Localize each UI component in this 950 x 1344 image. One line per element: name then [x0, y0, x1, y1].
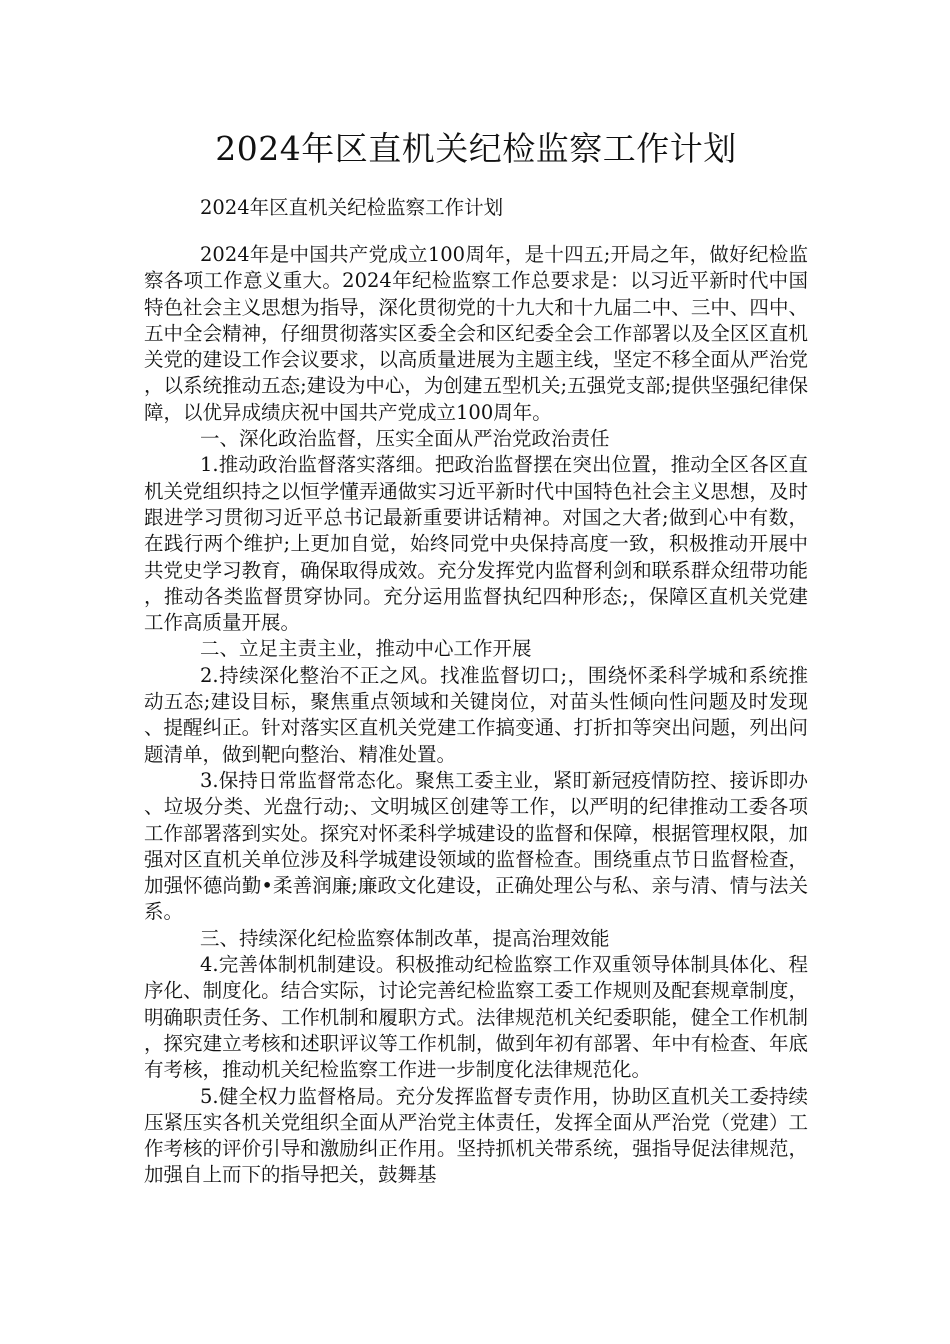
document-subtitle: 2024年区直机关纪检监察工作计划	[200, 196, 504, 219]
section-heading-1: 一、深化政治监督，压实全面从严治党政治责任	[200, 427, 610, 451]
paragraph-item-3: 3.保持日常监督常态化。聚焦工委主业，紧盯新冠疫情防控、接诉即办、垃圾分类、光盘行动;、文明城区创建等工作，以严明的纪律推动工委各项工作部署落到实处。探究对怀柔科学城建设的监督和保障，根据管理权限，加强对区直机关单位涉及科学城建设领域的监督检查。围绕重点节日监督检查，加强怀德尚勤•柔善润廉;廉政文化建设，正确处理公与私、亲与清、情与法关系。	[144, 768, 808, 924]
paragraph-item-4: 4.完善体制机制建设。积极推动纪检监察工作双重领导体制具体化、程序化、制度化。结合实际，讨论完善纪检监察工委工作规则及配套规章制度，明确职责任务、工作机制和履职方式。法律规范机关纪委职能，健全工作机制，探究建立考核和述职评议等工作机制，做到年初有部署、年中有检查、年底有考核，推动机关纪检监察工作进一步制度化法律规范化。	[144, 953, 808, 1082]
section-heading-3: 三、持续深化纪检监察体制改革，提高治理效能	[200, 926, 610, 950]
paragraph-item-5: 5.健全权力监督格局。充分发挥监督专责作用，协助区直机关工委持续压紧压实各机关党组织全面从严治党主体责任，发挥全面从严治党（党建）工作考核的评价引导和激励纠正作用。坚持抓机关带系统，强指导促法律规范，加强自上而下的指导把关，鼓舞基	[144, 1084, 808, 1187]
document-page	[144, 118, 808, 1189]
document-title: 2024年区直机关纪检监察工作计划	[215, 129, 737, 168]
section-heading-2: 二、立足主责主业，推动中心工作开展	[200, 637, 532, 661]
paragraph-item-2: 2.持续深化整治不正之风。找准监督切口;，围绕怀柔科学城和系统推动五态;建设目标，聚焦重点领域和关键岗位，对苗头性倾向性问题及时发现、提醒纠正。针对落实区直机关党建工作搞变通、打折扣等突出问题，列出问题清单，做到靶向整治、精准处置。	[144, 663, 808, 766]
paragraph-intro: 2024年是中国共产党成立100周年，是十四五;开局之年，做好纪检监察各项工作意义重大。2024年纪检监察工作总要求是：以习近平新时代中国特色社会主义思想为指导，深化贯彻党的十九大和十九届二中、三中、四中、五中全会精神，仔细贯彻落实区委全会和区纪委全会工作部署以及全区区直机关党的建设工作会议要求，以高质量进展为主题主线，坚定不移全面从严治党，以系统推动五态;建设为中心，为创建五型机关;五强党支部;提供坚强纪律保障，以优异成绩庆祝中国共产党成立100周年。	[144, 243, 808, 424]
paragraph-item-1: 1.推动政治监督落实落细。把政治监督摆在突出位置，推动全区各区直机关党组织持之以恒学懂弄通做实习近平新时代中国特色社会主义思想，及时跟进学习贯彻习近平总书记最新重要讲话精神。对国之大者;做到心中有数，在践行两个维护;上更加自觉，始终同党中央保持高度一致，积极推动开展中共党史学习教育，确保取得成效。充分发挥党内监督利剑和联系群众纽带功能，推动各类监督贯穿协同。充分运用监督执纪四种形态;，保障区直机关党建工作高质量开展。	[144, 453, 808, 635]
